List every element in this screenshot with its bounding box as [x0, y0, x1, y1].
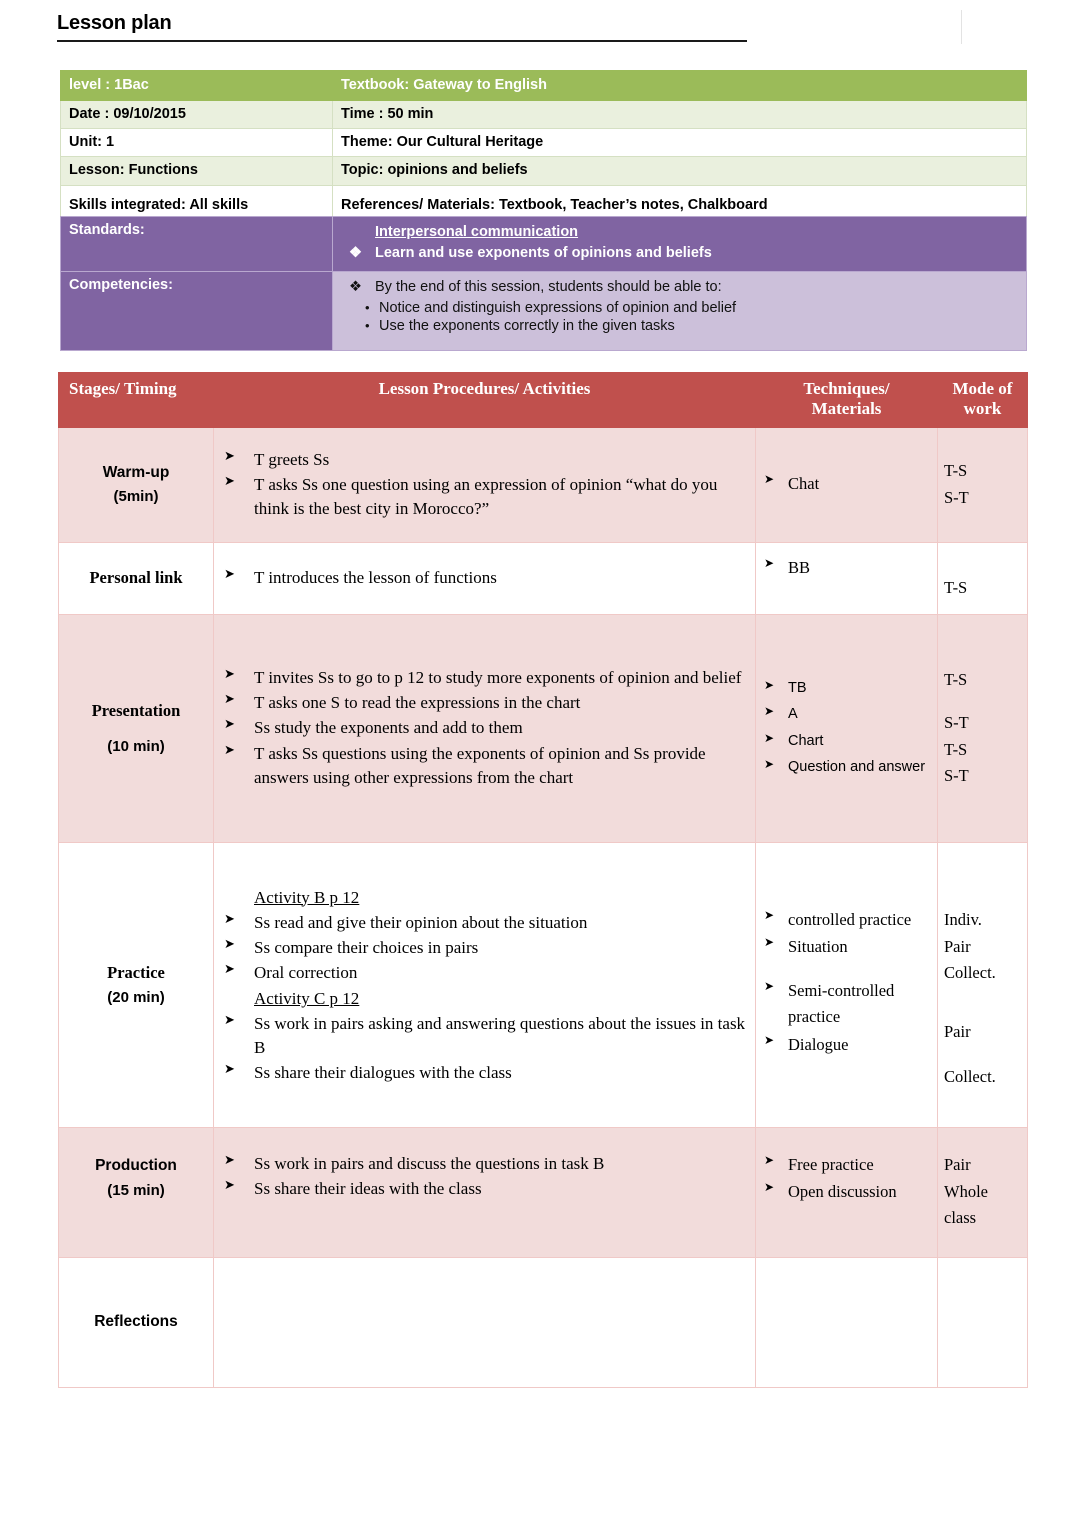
header-techniques-line2: Materials [811, 399, 882, 418]
stage-time: (5min) [113, 488, 159, 506]
procedure-item: ➤ Ss share their dialogues with the class [220, 1061, 749, 1085]
mode-cell-personal-link [938, 543, 1028, 615]
stage-title: Personal link [89, 568, 183, 588]
info-unit-label: Unit: 1 [61, 129, 333, 157]
info-date-label: Date : 09/10/2015 [61, 101, 333, 129]
header-techniques-materials [756, 373, 938, 428]
technique-item: ➤ Free practice [762, 1152, 931, 1178]
mode-item: Collect. [944, 963, 996, 983]
mode-cell-production [938, 1128, 1028, 1258]
info-references-value: References/ Materials: Textbook, Teacher’s notes, Chalkboard [333, 185, 1027, 224]
page-margin-line [961, 10, 962, 44]
procedures-cell-warmup [214, 428, 756, 543]
competencies-item: Use the exponents correctly in the given tasks [379, 318, 675, 335]
procedure-item: ➤ Oral correction [220, 961, 749, 985]
header-stages-timing: Stages/ Timing [59, 373, 214, 428]
procedure-item: ➤ T introduces the lesson of functions [220, 566, 749, 590]
mode-spacer [944, 694, 1021, 710]
info-row-lesson [61, 157, 1027, 185]
stage-title: Production [95, 1157, 177, 1174]
info-level-label: level : 1Bac [61, 71, 333, 101]
techniques-cell-practice [756, 843, 938, 1128]
stage-title: Practice [107, 962, 165, 982]
page-title: Lesson plan [57, 12, 747, 42]
header-mode-line2: work [963, 399, 1002, 418]
lesson-procedures-table [58, 372, 1028, 1388]
mode-item: T-S [944, 739, 968, 759]
table-row [59, 843, 1028, 1128]
standards-heading: Interpersonal communication [375, 224, 579, 240]
technique-item: ➤ BB [762, 555, 931, 581]
diamond-bullet-icon: ❖ [349, 245, 362, 262]
mode-cell-reflections[interactable] [938, 1258, 1028, 1388]
stage-cell-presentation [59, 615, 214, 843]
technique-item: ➤ Chat [762, 471, 931, 497]
header-lesson-procedures: Lesson Procedures/ Activities [214, 373, 756, 428]
procedure-item: ➤ Ss work in pairs and discuss the questions in task B [220, 1152, 749, 1176]
mode-item: Whole [944, 1181, 988, 1201]
technique-item: ➤ Question and answer [762, 755, 931, 780]
competencies-item: Notice and distinguish expressions of opinion and belief [379, 300, 737, 317]
info-theme-value: Theme: Our Cultural Heritage [333, 129, 1027, 157]
mode-item: S-T [944, 488, 969, 507]
dot-bullet-icon: • [365, 300, 370, 316]
procedures-cell-production [214, 1128, 756, 1258]
procedure-item: ➤ Ss study the exponents and add to them [220, 716, 749, 740]
procedure-item: ➤ Ss work in pairs asking and answering questions about the issues in task B [220, 1012, 749, 1060]
info-lesson-label: Lesson: Functions [61, 157, 333, 185]
stage-time: (10 min) [107, 737, 165, 755]
technique-item: ➤ Open discussion [762, 1179, 931, 1205]
techniques-cell-personal-link [756, 543, 938, 615]
table-row [59, 1258, 1028, 1388]
mode-item: class [944, 1208, 977, 1228]
technique-item: ➤ A [762, 702, 931, 727]
procedure-item: ➤ T invites Ss to go to p 12 to study more exponents of opinion and belief [220, 666, 749, 690]
table-header-row [59, 373, 1028, 428]
technique-item: ➤ controlled practice [762, 907, 931, 933]
procedures-cell-presentation [214, 615, 756, 843]
procedures-cell-reflections[interactable] [214, 1258, 756, 1388]
stage-cell-reflections [59, 1258, 214, 1388]
mode-spacer [944, 1046, 1021, 1064]
procedure-item: ➤ T greets Ss [220, 448, 749, 472]
stage-time: (20 min) [107, 989, 165, 1007]
standards-row [61, 217, 1027, 272]
procedures-cell-practice [214, 843, 756, 1128]
info-row-unit [61, 129, 1027, 157]
standards-label: Standards: [61, 217, 333, 272]
technique-item: ➤ Dialogue [762, 1032, 931, 1058]
techniques-cell-warmup [756, 428, 938, 543]
competencies-content [333, 272, 1027, 351]
procedures-cell-personal-link [214, 543, 756, 615]
standards-bullet-text: Learn and use exponents of opinions and beliefs [375, 245, 712, 262]
mode-item: Pair [944, 936, 971, 956]
stage-cell-personal-link [59, 543, 214, 615]
page-title-container [57, 12, 747, 42]
stage-cell-practice [59, 843, 214, 1128]
procedure-item: ➤ Ss read and give their opinion about the situation [220, 911, 749, 935]
mode-item: S-T [944, 766, 969, 786]
header-techniques-line1: Techniques/ [803, 379, 890, 398]
activity-b-heading: Activity B p 12 [254, 887, 360, 907]
info-time-value: Time : 50 min [333, 101, 1027, 129]
procedure-item: ➤ T asks Ss questions using the exponents of opinion and Ss provide answers using other expressions from the chart [220, 742, 749, 790]
stage-cell-production [59, 1128, 214, 1258]
activity-c-heading: Activity C p 12 [254, 989, 360, 1008]
technique-item: ➤ Chart [762, 729, 931, 754]
procedure-item: ➤ T asks Ss one question using an expression of opinion “what do you think is the best city in Morocco?” [220, 473, 749, 521]
mode-cell-presentation [938, 615, 1028, 843]
procedure-item: ➤ Ss compare their choices in pairs [220, 936, 749, 960]
technique-item: ➤ Semi-controlled practice [762, 978, 931, 1031]
info-row-date [61, 101, 1027, 129]
stage-title: Presentation [91, 701, 181, 721]
competencies-label: Competencies: [61, 272, 333, 351]
technique-spacer [762, 962, 931, 978]
dot-bullet-icon: • [365, 318, 370, 334]
stage-title: Reflections [94, 1313, 178, 1331]
techniques-cell-production [756, 1128, 938, 1258]
mode-item: Pair [944, 1155, 971, 1174]
info-textbook-value: Textbook: Gateway to English [333, 71, 1027, 101]
mode-item: T-S [944, 461, 968, 481]
info-row-level [61, 71, 1027, 101]
mode-item: Collect. [944, 1066, 996, 1086]
mode-item: Pair [944, 1022, 971, 1042]
mode-item: T-S [944, 670, 968, 690]
procedure-item: ➤ T asks one S to read the expressions in the chart [220, 691, 749, 715]
mode-cell-practice [938, 843, 1028, 1128]
diamond-bullet-icon: ❖ [349, 279, 362, 296]
table-row [59, 1128, 1028, 1258]
info-topic-value: Topic: opinions and beliefs [333, 157, 1027, 185]
mode-cell-warmup [938, 428, 1028, 543]
technique-item: ➤ Situation [762, 934, 931, 960]
standards-competencies-table [60, 216, 1027, 351]
table-row [59, 615, 1028, 843]
stage-cell-warmup [59, 428, 214, 543]
info-skills-label: Skills integrated: All skills [61, 185, 333, 224]
lesson-info-table [60, 70, 1027, 225]
mode-item: S-T [944, 712, 969, 732]
table-row [59, 428, 1028, 543]
techniques-cell-presentation [756, 615, 938, 843]
stage-time: (15 min) [107, 1181, 165, 1199]
mode-item: Indiv. [944, 910, 982, 929]
procedure-item: ➤ Ss share their ideas with the class [220, 1177, 749, 1201]
competencies-row [61, 272, 1027, 351]
stage-title: Warm-up [102, 463, 170, 481]
techniques-cell-reflections[interactable] [756, 1258, 938, 1388]
mode-spacer [944, 987, 1021, 1019]
mode-item: T-S [944, 578, 968, 598]
header-mode-line1: Mode of [952, 379, 1013, 398]
competencies-intro: By the end of this session, students should be able to: [375, 279, 722, 296]
technique-item: ➤ TB [762, 676, 931, 701]
standards-content [333, 217, 1027, 272]
table-row [59, 543, 1028, 615]
header-mode-of-work [938, 373, 1028, 428]
